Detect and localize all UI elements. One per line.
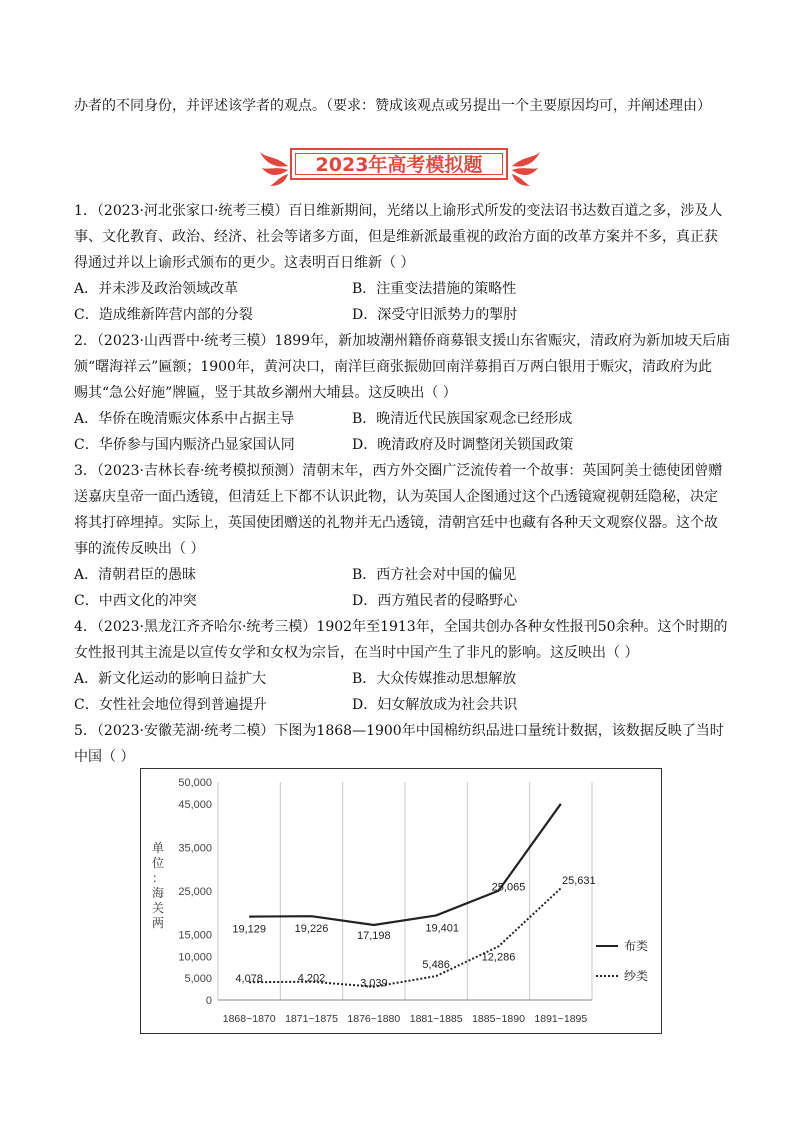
data-label: 25,065	[491, 881, 526, 894]
y-tick-label: 15,000	[178, 929, 212, 942]
y-tick-label: 35,000	[178, 842, 212, 855]
legend-label: 布类	[624, 939, 649, 953]
q3-line-1: 3．（2023·吉林长春·统考模拟预测）清朝末年，西方外交圈广泛流传着一个故事：英国阿美士德使团曾赠	[74, 463, 723, 479]
data-label: 19,129	[232, 923, 266, 936]
q5-line-2: 中国（ ）	[74, 749, 135, 765]
y-tick-label: 45,000	[178, 798, 212, 811]
intro-line: 办者的不同身份，并评述该学者的观点。（要求：赞成该观点或另提出一个主要原因均可，并阐述理由）	[74, 98, 711, 114]
q2-option-d: D．晚清政府及时调整闭关锁国政策	[352, 437, 574, 453]
q2-line-1: 2．（2023·山西晋中·统考三模）1899年，新加坡潮州籍侨商募银支援山东省赈灾，清政府为新加坡天后庙	[74, 333, 731, 349]
x-tick-label: 1868~1870	[222, 1013, 276, 1025]
y-axis-label-char: 关	[151, 901, 165, 915]
banner-title: 2023年高考模拟题	[315, 154, 483, 176]
section-banner	[258, 144, 542, 188]
y-axis-label-char: 海	[151, 886, 165, 900]
q1-option-b: B．注重变法措施的策略性	[352, 281, 517, 297]
y-tick-label: 10,000	[178, 951, 212, 964]
x-tick-label: 1891~1895	[534, 1013, 588, 1025]
q1-line-2: 事、文化教育、政治、经济、社会等诸多方面，但是维新派最重视的政治方面的改革方案并不多，真正获	[74, 229, 718, 245]
y-axis-label-char: 单	[151, 841, 165, 855]
x-tick-label: 1885~1890	[472, 1013, 525, 1025]
q2-line-3: 赐其“急公好施”牌匾，竖于其故乡潮州大埔县。这反映出（ ）	[74, 385, 457, 401]
data-label: 4,202	[297, 972, 326, 985]
q1-line-1: 1．（2023·河北张家口·统考三模）百日维新期间，光绪以上谕形式所发的变法诏书达数百道之多，涉及人	[74, 203, 723, 219]
q1-option-a: A．并未涉及政治领域改革	[74, 281, 239, 297]
q3-line-2: 送嘉庆皇帝一面凸透镜，但清廷上下都不认识此物，认为英国人企图通过这个凸透镜窥视朝廷隐秘，决定	[74, 489, 718, 505]
q1-option-c: C．造成维新阵营内部的分裂	[74, 307, 253, 323]
q3-option-b: B．西方社会对中国的偏见	[352, 567, 517, 583]
q4-option-b: B．大众传媒推动思想解放	[352, 671, 517, 687]
y-tick-label: 5,000	[184, 973, 212, 986]
data-label: 19,226	[294, 923, 329, 936]
q2-option-c: C．华侨参与国内赈济凸显家国认同	[74, 437, 295, 453]
q1-option-d: D．深受守旧派势力的掣肘	[352, 307, 518, 323]
q4-line-2: 女性报刊其主流是以宣传女学和女权为宗旨，在当时中国产生了非凡的影响。这反映出（ ）	[74, 645, 639, 661]
q3-option-d: D．西方殖民者的侵略野心	[352, 593, 518, 609]
data-label: 4,078	[235, 973, 263, 986]
q5-line-1: 5．（2023·安徽芜湖·统考二模）下图为1868—1900年中国棉纺织品进口量统计数据，该数据反映了当时	[74, 723, 724, 739]
q3-option-c: C．中西文化的冲突	[74, 593, 197, 609]
x-tick-label: 1871~1875	[285, 1013, 338, 1025]
q1-line-3: 得通过并以上谕形式颁布的更少。这表明百日维新（ ）	[74, 255, 415, 271]
legend-label: 纱类	[624, 969, 649, 983]
banner-frame	[290, 148, 508, 180]
data-label: 17,198	[357, 930, 391, 943]
q3-line-4: 事的流传反映出（ ）	[74, 541, 205, 557]
y-axis-label-char: 两	[151, 916, 165, 930]
q4-option-c: C．女性社会地位得到普遍提升	[74, 697, 267, 713]
y-axis-label-char: 位	[151, 856, 165, 870]
q2-option-a: A．华侨在晚清赈灾体系中占据主导	[74, 411, 295, 427]
y-axis-label-char: ：	[151, 871, 165, 885]
data-label: 25,631	[562, 875, 596, 888]
q2-line-2: 颁“曙海祥云”匾额；1900年，黄河决口，南洋巨商张振勋回南洋募捐百万两白银用于赈灾，清政府为此	[74, 359, 712, 375]
data-label: 5,486	[422, 959, 450, 972]
q2-option-b: B．晚清近代民族国家观念已经形成	[352, 411, 573, 427]
x-tick-label: 1876~1880	[347, 1013, 401, 1025]
chart-svg	[140, 768, 662, 1034]
q4-option-a: A．新文化运动的影响日益扩大	[74, 671, 267, 687]
x-tick-label: 1881~1885	[409, 1013, 463, 1025]
q3-line-3: 将其打碎埋掉。实际上，英国使团赠送的礼物并无凸透镜，清朝宫廷中也藏有各种天文观察仪器。这个故	[74, 515, 718, 531]
q4-line-1: 4．（2023·黑龙江齐齐哈尔·统考三模）1902年至1913年，全国共创办各种女性报刊50余种。这个时期的	[74, 619, 728, 635]
data-label: 12,286	[481, 951, 516, 964]
data-label: 19,401	[425, 922, 459, 935]
q4-option-d: D．妇女解放成为社会共识	[352, 697, 518, 713]
cotton-import-chart	[140, 768, 662, 1034]
data-label: 3,039	[360, 977, 388, 990]
q3-option-a: A．清朝君臣的愚昧	[74, 567, 197, 583]
y-tick-label: 50,000	[178, 777, 212, 789]
y-tick-label: 0	[205, 995, 212, 1007]
y-tick-label: 25,000	[178, 886, 212, 898]
